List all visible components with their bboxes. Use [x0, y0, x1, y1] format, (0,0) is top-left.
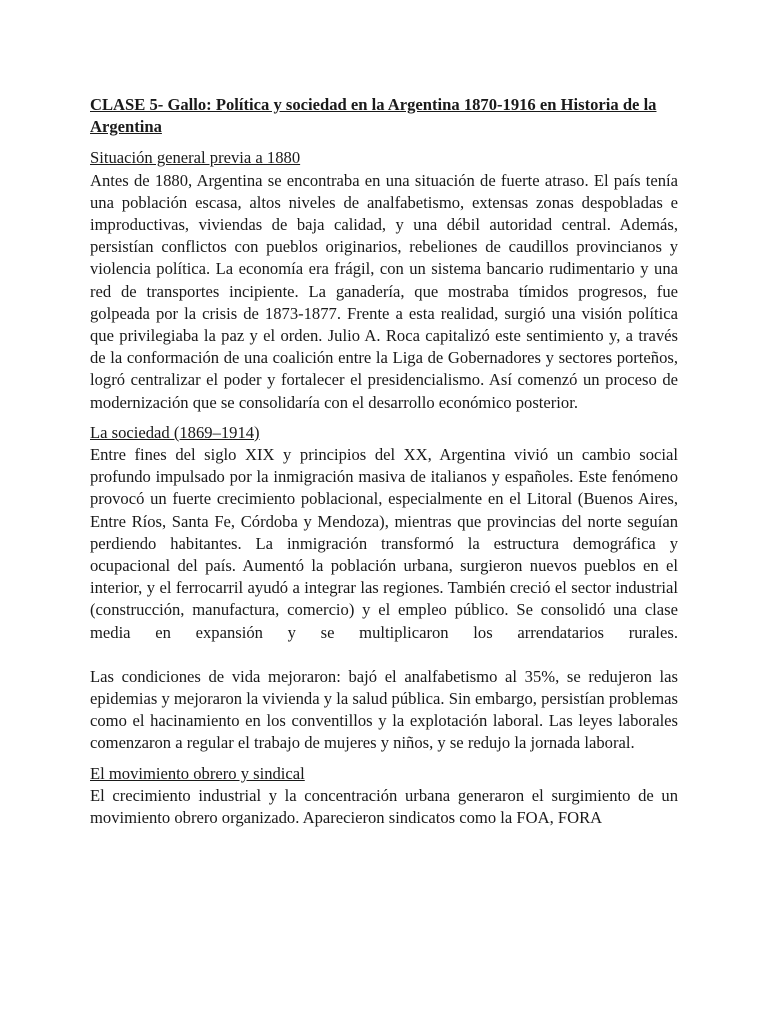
section-heading-situacion: Situación general previa a 1880 [90, 148, 301, 168]
spacer [90, 755, 678, 763]
spacer [90, 414, 678, 422]
section-heading-sociedad: La sociedad (1869–1914) [90, 422, 260, 442]
paragraph-situacion: Antes de 1880, Argentina se encontraba en una situación de fuerte atraso. El país tenía una población escasa, altos niveles de analfabetismo, extensas zonas despobladas e improductivas, viviendas de baja calidad, y una débil autoridad central. Además, persistían conflictos con pueblos originarios, rebeliones de caudillos provincianos y violencia política. La economía era frágil, con un sistema bancario rudimentario y una red de transportes incipiente. La ganadería, que mostraba tímidos progresos, fue golpeada por la crisis de 1873-1877. Frente a esta realidad, surgió una visión política que privilegiaba la paz y el orden. Julio A. Roca capitalizó este sentimiento y, a través de la conformación de una coalición entre la Liga de Gobernadores y sectores porteños, logró centralizar el poder y fortalecer el presidencialismo. Así comenzó un proceso de modernización que se consolidaría con el desarrollo económico posterior. [90, 170, 678, 412]
blank-line [90, 644, 678, 666]
paragraph-movimiento-obrero: El crecimiento industrial y la concentración urbana generaron el surgimiento de un movimiento obrero organizado. Aparecieron sindicatos como la FOA, FORA [90, 785, 678, 828]
paragraph-sociedad-2: Las condiciones de vida mejoraron: bajó el analfabetismo al 35%, se redujeron las epidemias y mejoraron la vivienda y la salud pública. Sin embargo, persistían problemas como el hacinamiento en los conventillos y la explotación laboral. Las leyes laborales comenzaron a regular el trabajo de mujeres y niños, y se redujo la jornada laboral. [90, 666, 678, 753]
section-heading-movimiento-obrero: El movimiento obrero y sindical [90, 763, 305, 783]
paragraph-sociedad-1: Entre fines del siglo XIX y principios del XX, Argentina vivió un cambio social profundo impulsado por la inmigración masiva de italianos y españoles. Este fenómeno provocó un fuerte crecimiento poblacional, especialmente en el Litoral (Buenos Aires, Entre Ríos, Santa Fe, Córdoba y Mendoza), mientras que provincias del norte seguían perdiendo habitantes. La inmigración transformó la estructura demográfica y ocupacional del país. Aumentó la población urbana, surgieron nuevos pueblos en el interior, y el ferrocarril ayudó a integrar las regiones. También creció el sector industrial (construcción, manufactura, comercio) y el empleo público. Se consolidó una clase media en expansión y se multiplicaron los arrendatarios rurales. [90, 445, 678, 642]
document-page [90, 94, 678, 829]
document-title: CLASE 5- Gallo: Política y sociedad en la Argentina 1870-1916 en Historia de la Argentina [90, 95, 657, 137]
